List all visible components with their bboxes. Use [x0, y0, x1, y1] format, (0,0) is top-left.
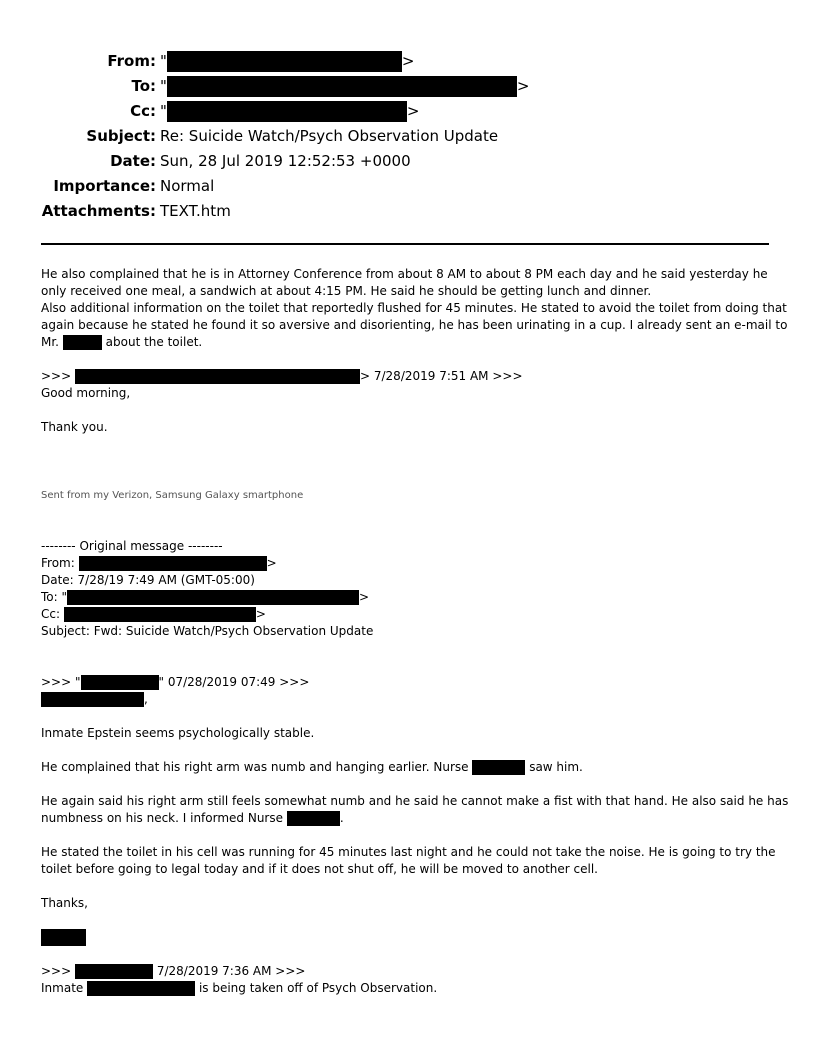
redaction-block: [87, 981, 195, 996]
angle-bracket: >: [359, 590, 370, 604]
angle-bracket: >: [255, 607, 266, 621]
redaction-block: [67, 590, 359, 605]
reply-line: only received one meal, a sandwich at about 4:15 PM. He said he should be getting lunch and dinner.: [41, 284, 652, 298]
reply-line: [41, 334, 781, 351]
attachments-label: Attachments:: [41, 202, 156, 220]
redaction-block: [75, 964, 153, 979]
text: is being taken off of Psych Observation.: [198, 981, 438, 995]
cc-label: Cc:: [130, 102, 156, 120]
header-attachments-row: [0, 199, 816, 223]
text: Inmate: [41, 981, 84, 995]
reply-line: He also complained that he is in Attorney Conference from about 8 AM to about 8 PM each day and he said yesterday he: [41, 267, 768, 281]
redaction-block: [64, 607, 256, 622]
header-divider: [41, 243, 769, 245]
quote-header: [41, 368, 781, 385]
reply-line: again because he stated he found it so aversive and disorienting, he has been urinating in a cup. I already sent an e-mail to: [41, 318, 788, 332]
date-label: Date:: [110, 152, 156, 170]
text: saw him.: [529, 760, 583, 774]
angle-bracket: >: [516, 77, 530, 95]
from-label: From:: [107, 52, 156, 70]
quote-prefix: >>> ": [41, 675, 81, 689]
date-value: Sun, 28 Jul 2019 12:52:53 +0000: [160, 152, 411, 170]
redaction-block: [167, 101, 407, 122]
header-date-row: [0, 149, 816, 173]
thanks: Thank you.: [41, 420, 108, 434]
email-body: [41, 266, 789, 997]
redaction-block: [79, 556, 267, 571]
text: To: ": [41, 590, 68, 604]
paragraph-line: toilet before going to legal today and if it does not shut off, he will be moved to another cell.: [41, 862, 598, 876]
quote-recipient: [41, 691, 781, 708]
text: ,: [144, 692, 148, 706]
paragraph: [41, 759, 781, 776]
redaction-block: [472, 760, 525, 775]
text: about the toilet.: [105, 335, 203, 349]
importance-value: Normal: [160, 177, 215, 195]
paragraph-line: He stated the toilet in his cell was running for 45 minutes last night and he could not take the noise. He is going to try the: [41, 845, 776, 859]
angle-bracket: >: [401, 52, 415, 70]
subject-label: Subject:: [86, 127, 156, 145]
quote-suffix: 7/28/2019 7:36 AM >>>: [156, 964, 306, 978]
redaction-block: [167, 51, 402, 72]
from-value: [160, 49, 414, 73]
quote-mark: ": [160, 77, 167, 95]
redaction-block: [41, 929, 86, 946]
angle-bracket: >: [406, 102, 420, 120]
redaction-block: [41, 692, 144, 707]
header-cc-row: [0, 99, 816, 123]
header-to-row: [0, 74, 816, 98]
quote-header: [41, 963, 781, 980]
text: Cc:: [41, 607, 61, 621]
quote-mark: ": [160, 102, 167, 120]
paragraph-line: He again said his right arm still feels somewhat numb and he said he cannot make a fist with that hand. He also said he has: [41, 794, 789, 808]
original-to: [41, 589, 781, 606]
to-label: To:: [131, 77, 156, 95]
thanks: Thanks,: [41, 896, 88, 910]
original-subject: Subject: Fwd: Suicide Watch/Psych Observation Update: [41, 624, 374, 638]
attachments-value: TEXT.htm: [160, 202, 231, 220]
quote-suffix: > 7/28/2019 7:51 AM >>>: [360, 369, 523, 383]
original-from: [41, 555, 781, 572]
subject-value: Re: Suicide Watch/Psych Observation Update: [160, 127, 499, 145]
original-date: Date: 7/28/19 7:49 AM (GMT-05:00): [41, 573, 255, 587]
header-importance-row: [0, 174, 816, 198]
greeting: Good morning,: [41, 386, 131, 400]
redaction-block: [287, 811, 340, 826]
original-banner: -------- Original message --------: [41, 539, 223, 553]
reply-line: Also additional information on the toilet that reportedly flushed for 45 minutes. He stated to avoid the toilet from doing that: [41, 301, 787, 315]
paragraph: [41, 980, 781, 997]
quote-header: [41, 674, 781, 691]
angle-bracket: >: [266, 556, 277, 570]
header-from-row: [0, 49, 816, 73]
mobile-signature: Sent from my Verizon, Samsung Galaxy smartphone: [41, 490, 304, 501]
original-cc: [41, 606, 781, 623]
text: From:: [41, 556, 75, 570]
text: numbness on his neck. I informed Nurse: [41, 811, 283, 825]
quote-prefix: >>>: [41, 369, 72, 383]
redaction-block: [75, 369, 360, 384]
quote-prefix: >>>: [41, 964, 72, 978]
text: .: [339, 811, 344, 825]
paragraph: Inmate Epstein seems psychologically stable.: [41, 726, 315, 740]
redaction-block: [63, 335, 102, 350]
sender-signature: [41, 929, 781, 946]
text: He complained that his right arm was numb and hanging earlier. Nurse: [41, 760, 469, 774]
to-value: [160, 74, 529, 98]
cc-value: [160, 99, 419, 123]
redaction-block: [167, 76, 517, 97]
text: Mr.: [41, 335, 59, 349]
paragraph-line: [41, 810, 781, 827]
quote-suffix: " 07/28/2019 07:49 >>>: [158, 675, 310, 689]
quote-mark: ": [160, 52, 167, 70]
header-subject-row: [0, 124, 816, 148]
redaction-block: [81, 675, 159, 690]
importance-label: Importance:: [53, 177, 156, 195]
